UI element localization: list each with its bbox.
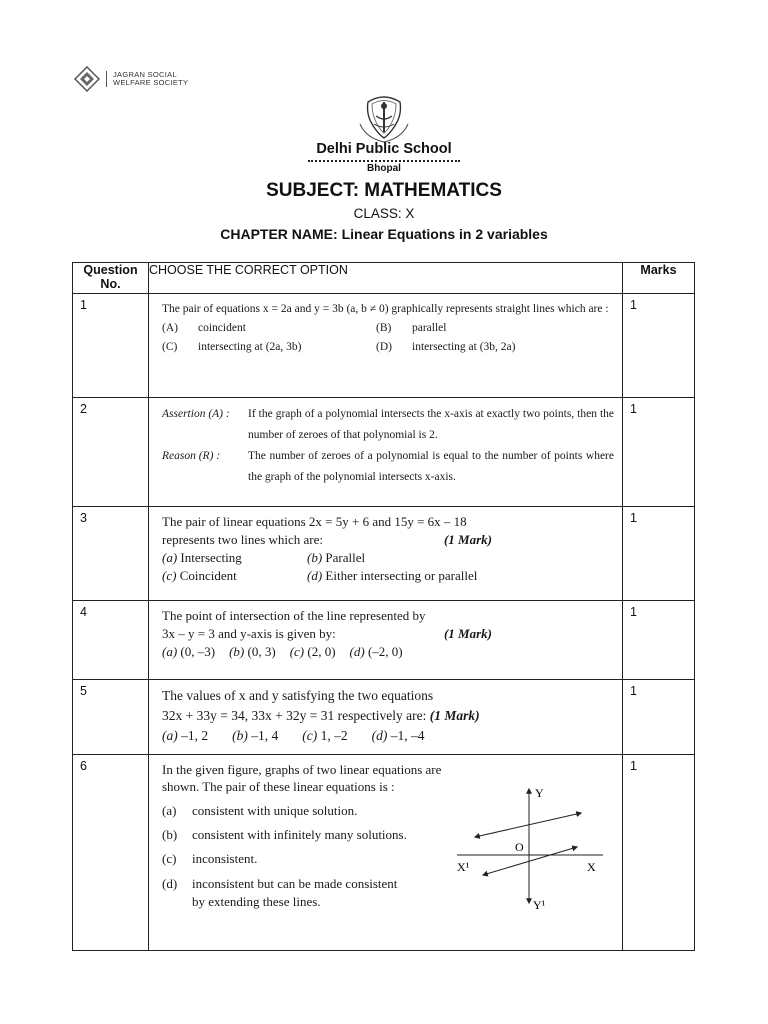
question-marks: 1 xyxy=(623,398,695,507)
option-text: inconsistent. xyxy=(192,851,258,866)
label-origin: O xyxy=(515,840,524,854)
option-text: –1, 4 xyxy=(251,728,279,743)
option-key: (a) xyxy=(162,550,178,565)
question-3 xyxy=(149,507,623,601)
option-text: (0, –3) xyxy=(180,644,216,659)
org-name-line1: JAGRAN SOCIAL xyxy=(113,70,177,79)
option-text: Either intersecting or parallel xyxy=(325,568,478,583)
school-city: Bhopal xyxy=(367,163,401,174)
question-marks: 1 xyxy=(623,680,695,755)
class-line: CLASS: X xyxy=(353,206,415,221)
option-text: –1, –4 xyxy=(390,728,425,743)
option-text: intersecting at (3b, 2a) xyxy=(412,341,516,353)
option-text: Intersecting xyxy=(180,550,242,565)
question-text: The values of x and y satisfying the two equations xyxy=(162,688,434,703)
question-4 xyxy=(149,601,623,680)
header-marks: Marks xyxy=(623,263,695,294)
question-text: The point of intersection of the line represented by xyxy=(162,608,426,623)
option-key: (d) xyxy=(349,644,365,659)
question-5 xyxy=(149,680,623,755)
mark-tag: (1 Mark) xyxy=(429,708,480,723)
school-name: Delhi Public School xyxy=(316,141,452,157)
option-text: parallel xyxy=(412,322,447,334)
assertion-label: Assertion (A) : xyxy=(162,408,230,420)
option xyxy=(307,567,614,585)
question-marks: 1 xyxy=(623,507,695,601)
option-text: by extending these lines. xyxy=(192,894,321,909)
option-key: (a) xyxy=(162,728,178,743)
option-text: inconsistent but can be made consistent xyxy=(192,876,398,891)
question-text: The pair of equations x = 2a and y = 3b (a, b ≠ 0) graphically represents straight lines which are : xyxy=(162,303,609,315)
option-key: (d) xyxy=(371,728,388,743)
org-name-line2: WELFARE SOCIETY xyxy=(113,78,189,87)
option-text: (0, 3) xyxy=(247,644,276,659)
question-2 xyxy=(149,398,623,507)
questions-table xyxy=(72,262,695,951)
option-key: (c) xyxy=(162,568,177,583)
option-key: (c) xyxy=(162,851,177,866)
question-number: 2 xyxy=(73,398,149,507)
assertion-text: If the graph of a polynomial intersects the x-axis at exactly two points, then the number of zeroes of that polynomial is 2. xyxy=(248,408,614,441)
option-text: intersecting at (2a, 3b) xyxy=(198,341,302,353)
question-text: shown. The pair of these linear equations is : xyxy=(162,779,395,794)
question-line xyxy=(162,706,614,726)
question-marks: 1 xyxy=(623,601,695,680)
option xyxy=(302,726,347,746)
header-instruction: CHOOSE THE CORRECT OPTION xyxy=(149,263,623,294)
question-number: 5 xyxy=(73,680,149,755)
label-y: Y xyxy=(535,786,544,800)
question-line xyxy=(162,531,492,549)
option-text: –1, 2 xyxy=(181,728,209,743)
question-marks: 1 xyxy=(623,294,695,398)
school-emblem-icon xyxy=(310,94,458,144)
mark-tag: (1 Mark) xyxy=(443,532,492,547)
option-list xyxy=(162,319,614,357)
option-text: 1, –2 xyxy=(320,728,348,743)
option-key: (c) xyxy=(302,728,318,743)
label-y-neg: Y¹ xyxy=(533,898,546,911)
question-text: 3x – y = 3 and y-axis is given by: xyxy=(162,626,336,641)
subject-title: SUBJECT: MATHEMATICS xyxy=(266,180,502,201)
question-number: 6 xyxy=(73,755,149,951)
question-number: 3 xyxy=(73,507,149,601)
option xyxy=(232,726,278,746)
option-list xyxy=(162,643,614,661)
question-text: In the given figure, graphs of two linear equations are xyxy=(162,762,442,777)
label-x: X xyxy=(587,860,596,874)
option xyxy=(290,643,336,661)
option xyxy=(162,643,215,661)
chapter-line xyxy=(0,226,768,242)
question-6 xyxy=(149,755,623,951)
option-key: (b) xyxy=(229,644,245,659)
option-key: (A) xyxy=(162,322,178,334)
option xyxy=(229,643,276,661)
header-question-no: Question No. xyxy=(73,263,149,294)
line-two xyxy=(483,847,577,875)
question-line xyxy=(162,625,492,643)
option-key: (c) xyxy=(289,644,305,659)
org-name xyxy=(106,71,188,87)
option-text: (–2, 0) xyxy=(367,644,403,659)
option-key: (B) xyxy=(376,322,392,334)
option-key: (b) xyxy=(162,827,178,842)
option-key: (d) xyxy=(162,876,178,891)
option-key: (a) xyxy=(162,803,177,818)
table-header-row xyxy=(73,263,695,294)
table-row xyxy=(73,755,695,951)
question-number: 4 xyxy=(73,601,149,680)
option xyxy=(162,726,208,746)
option-key: (a) xyxy=(162,644,178,659)
label-x-neg: X¹ xyxy=(457,860,470,874)
question-number: 1 xyxy=(73,294,149,398)
org-header xyxy=(74,66,188,92)
mark-tag: (1 Mark) xyxy=(443,626,492,641)
table-row xyxy=(73,507,695,601)
option-list xyxy=(162,549,614,585)
question-text: The pair of linear equations 2x = 5y + 6 and 15y = 6x – 18 xyxy=(162,514,467,529)
option xyxy=(372,726,425,746)
option-key: (D) xyxy=(376,341,392,353)
option-key: (C) xyxy=(162,341,178,353)
reason-block xyxy=(162,446,614,488)
table-row xyxy=(73,294,695,398)
option xyxy=(162,549,307,567)
question-1 xyxy=(149,294,623,398)
option xyxy=(162,567,307,585)
chapter-name: Linear Equations in 2 variables xyxy=(341,226,548,242)
option-key: (b) xyxy=(307,550,323,565)
table-row xyxy=(73,398,695,507)
table-row xyxy=(73,601,695,680)
option-text: Parallel xyxy=(325,550,366,565)
question-text: 32x + 33y = 34, 33x + 32y = 31 respectively are: xyxy=(162,708,427,723)
option-text: consistent with unique solution. xyxy=(192,803,358,818)
school-name-divider xyxy=(308,160,460,162)
question-marks: 1 xyxy=(623,755,695,951)
option-text: coincident xyxy=(198,322,246,334)
question-text: represents two lines which are: xyxy=(162,532,324,547)
reason-label: Reason (R) : xyxy=(162,450,221,462)
option-key: (d) xyxy=(307,568,323,583)
assertion-block xyxy=(162,404,614,446)
chapter-label: CHAPTER NAME: xyxy=(220,226,338,242)
option xyxy=(307,549,614,567)
reason-text: The number of zeroes of a polynomial is equal to the number of points where the graph of the polynomial intersects x-axis. xyxy=(248,450,614,483)
table-row xyxy=(73,680,695,755)
lines-graph xyxy=(457,781,609,911)
org-logo-icon xyxy=(74,66,100,92)
option-key: (b) xyxy=(232,728,248,743)
option-text: Coincident xyxy=(179,568,237,583)
option-list xyxy=(162,726,614,746)
option-text: consistent with infinitely many solutions. xyxy=(192,827,407,842)
line-one xyxy=(475,813,581,837)
option xyxy=(350,643,403,661)
option-text: (2, 0) xyxy=(307,644,336,659)
